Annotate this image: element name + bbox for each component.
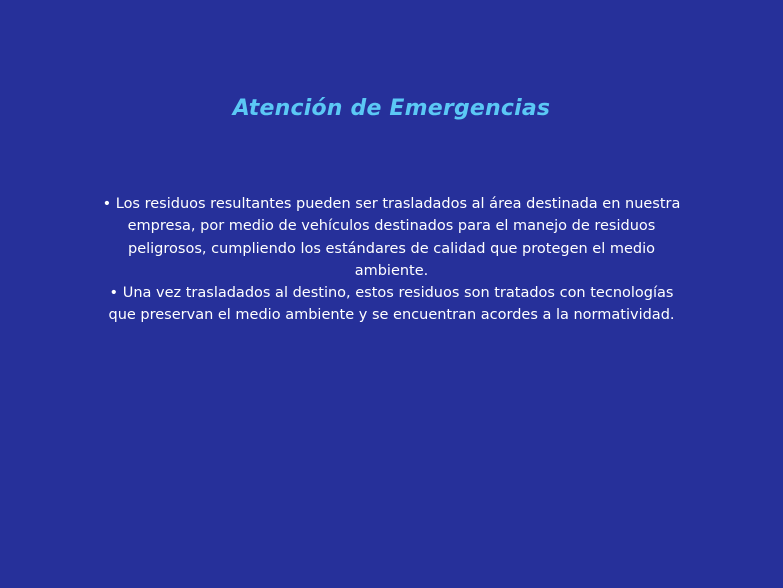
list-item: • Una vez trasladados al destino, estos residuos son tratados con tecnologías que preservan el medio ambiente y se encuentran acordes a la normatividad. bbox=[108, 285, 675, 324]
page-title: Atención de Emergencias bbox=[232, 96, 551, 121]
list-item: • Los residuos resultantes pueden ser trasladados al área destinada en nuestra empresa, por medio de vehículos destinados para el manejo de residuos peligrosos, cumpliendo los estándares de calidad que protegen el medio ambiente. bbox=[102, 196, 681, 279]
slide-body bbox=[100, 193, 683, 327]
